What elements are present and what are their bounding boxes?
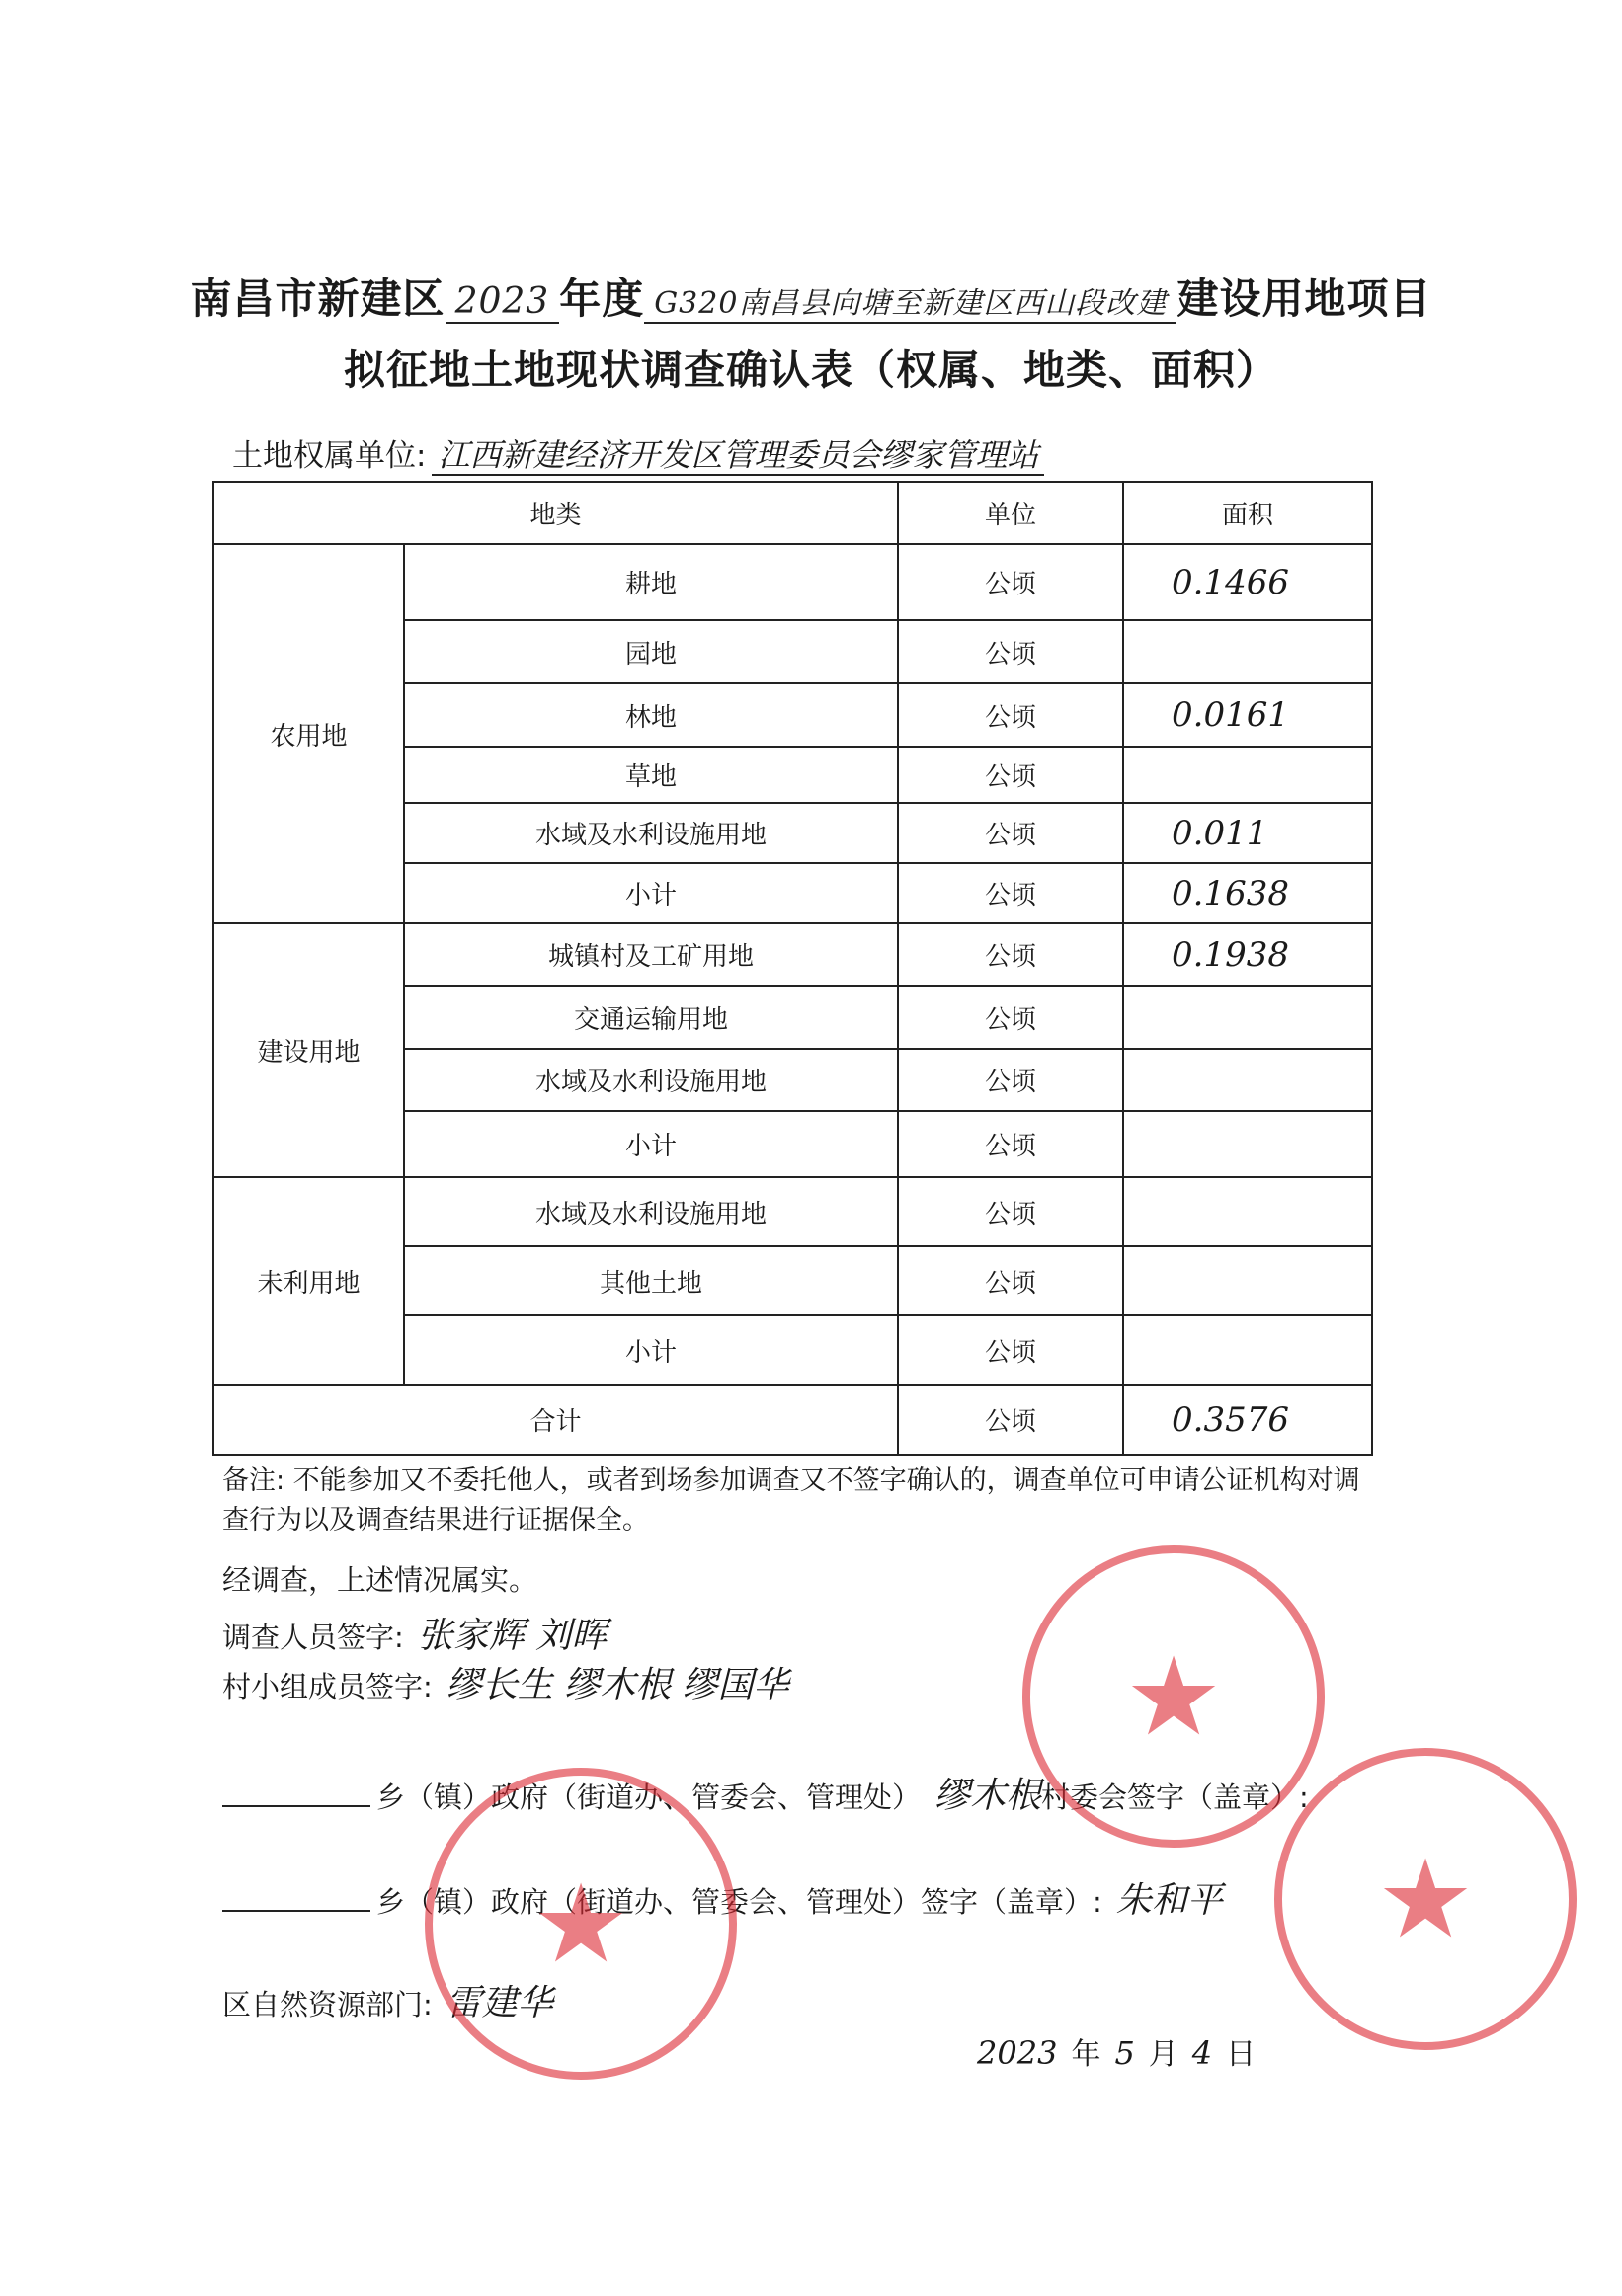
group-agricultural: 农用地	[213, 544, 404, 923]
star-icon: ★	[531, 1861, 630, 1987]
blank-underline	[222, 1801, 370, 1807]
group-unused: 未利用地	[213, 1177, 404, 1385]
official-seal-stamp	[425, 1768, 737, 2080]
official-seal-stamp	[1274, 1748, 1577, 2050]
table-row: 小计 公顷 0.1638	[213, 863, 1372, 923]
page-subtitle: 拟征地土地现状调查确认表（权属、地类、面积）	[343, 346, 1278, 394]
table-row: 其他土地 公顷	[213, 1246, 1372, 1315]
table-row: 水域及水利设施用地 公顷 0.011	[213, 803, 1372, 863]
confirm-text: 经调查，上述情况属实。	[222, 1563, 538, 1597]
table-row: 小计 公顷	[213, 1315, 1372, 1385]
star-icon: ★	[1124, 1633, 1223, 1760]
investigator-signature: 张家辉 刘晖	[417, 1616, 608, 1656]
village-committee-signature: 缪木根	[934, 1776, 1042, 1816]
table-row: 农用地 耕地 公顷 0.1466	[213, 544, 1372, 620]
district-signature: 雷建华	[446, 1983, 553, 2023]
group-construction: 建设用地	[213, 923, 404, 1177]
project-name-handwritten: G320南昌县向塘至新建区西山段改建	[644, 278, 1176, 324]
table-row: 水域及水利设施用地 公顷	[213, 1049, 1372, 1111]
table-header-row	[213, 482, 1372, 544]
village-committee-line: 乡（镇）政府（街道办、管委会、管理处） 缪木根村委会签字（盖章）:	[222, 1768, 1309, 1818]
table-row: 交通运输用地 公顷	[213, 986, 1372, 1049]
table-row: 园地 公顷	[213, 620, 1372, 683]
land-survey-table	[212, 481, 1373, 1456]
header-land-type: 地类	[213, 482, 898, 544]
note-text: 备注: 不能参加又不委托他人，或者到场参加调查又不签字确认的，调查单位可申请公证机构对调查行为以及调查结果进行证据保全。	[222, 1465, 1360, 1536]
township-line: 乡（镇）政府（街道办、管委会、管理处）签字（盖章）: 朱和平	[222, 1872, 1223, 1923]
land-owner-label: 土地权属单位:	[232, 438, 427, 474]
signing-date: 2023 年 5 月 4 日	[977, 2034, 1257, 2072]
blank-underline	[222, 1906, 370, 1912]
star-icon: ★	[1376, 1836, 1475, 1962]
township-signature: 朱和平	[1115, 1880, 1223, 1921]
villagers-signature: 缪长生 缪木根 缪国华	[446, 1665, 789, 1705]
header-area: 面积	[1123, 482, 1372, 544]
villagers-line: 村小组成员签字: 缪长生 缪木根 缪国华	[222, 1665, 789, 1705]
table-total-row: 合计 公顷 0.3576	[213, 1385, 1372, 1455]
table-row: 小计 公顷	[213, 1111, 1372, 1177]
header-unit: 单位	[898, 482, 1123, 544]
official-seal-stamp	[1022, 1545, 1325, 1848]
land-owner-value: 江西新建经济开发区管理委员会缪家管理站	[432, 436, 1044, 476]
table-row: 林地 公顷 0.0161	[213, 683, 1372, 747]
table-row: 草地 公顷	[213, 747, 1372, 803]
table-row: 未利用地 水域及水利设施用地 公顷	[213, 1177, 1372, 1246]
investigator-line: 调查人员签字: 张家辉 刘晖	[222, 1616, 608, 1656]
land-owner-line	[232, 431, 1044, 476]
district-line: 区自然资源部门: 雷建华	[222, 1983, 553, 2023]
year-handwritten: 2023	[446, 281, 560, 324]
table-row: 建设用地 城镇村及工矿用地 公顷 0.1938	[213, 923, 1372, 986]
page-title: 南昌市新建区 2023 年度 G320南昌县向塘至新建区西山段改建 建设用地项目	[190, 275, 1432, 323]
